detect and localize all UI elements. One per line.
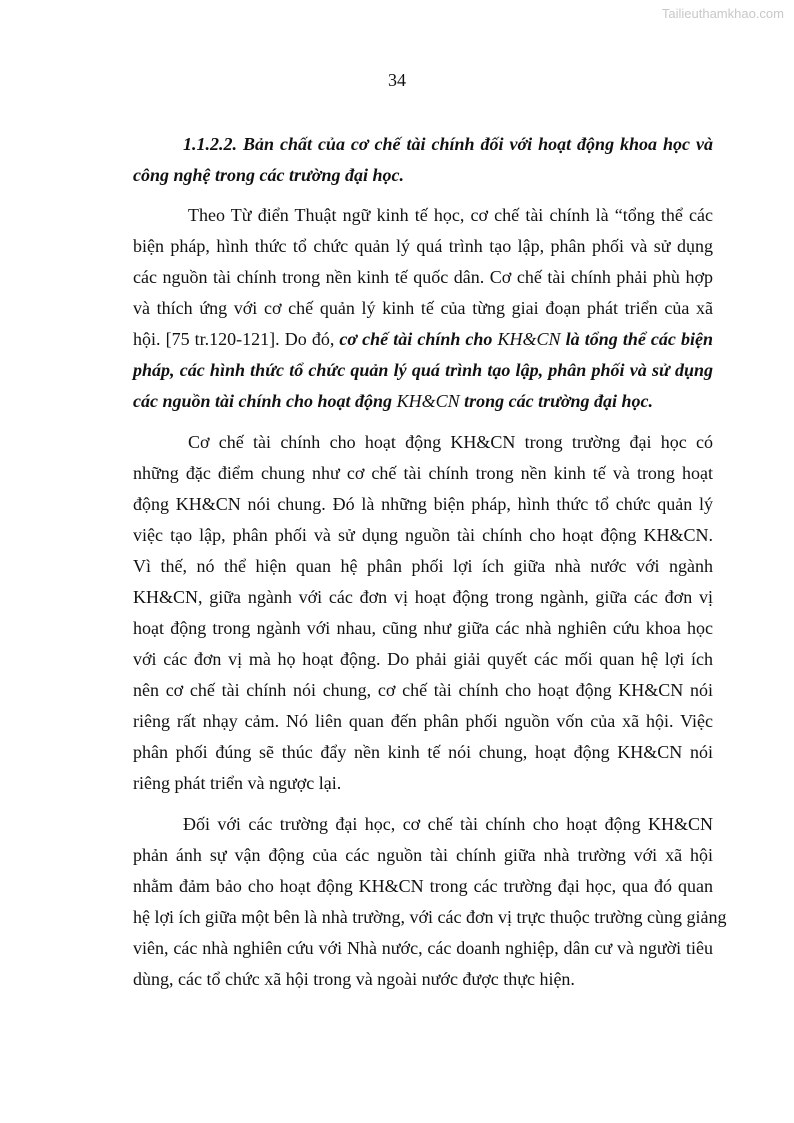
bold-italic-text: cơ chế tài chính cho	[339, 329, 498, 349]
text-segment: Theo Từ điển Thuật ngữ kinh tế học, cơ chế tài chính là “tổng thể các	[188, 205, 713, 225]
paragraph-1-line	[133, 359, 713, 381]
paragraph-2-line	[133, 741, 713, 763]
text-segment: Vì thế, nó thể hiện quan hệ phân phối lợi ích giữa nhà nước với ngành	[133, 556, 713, 576]
text-segment: phản ánh sự vận động của các nguồn tài chính giữa nhà trường với xã hội	[133, 845, 713, 865]
text-segment: và thích ứng với cơ chế quản lý kinh tế của từng giai đoạn phát triển của xã	[133, 298, 713, 318]
paragraph-1-line	[133, 266, 713, 288]
paragraph-3-line	[133, 968, 713, 990]
paragraph-3-line	[183, 813, 713, 835]
text-segment: các nguồn tài chính trong nền kinh tế quốc dân. Cơ chế tài chính phải phù hợp	[133, 267, 713, 287]
paragraph-2-line	[133, 586, 713, 608]
page-number: 34	[388, 70, 406, 90]
text-segment: nên cơ chế tài chính nói chung, cơ chế tài chính cho hoạt động KH&CN nói	[133, 680, 713, 700]
text-segment: hội. [75 tr.120-121]. Do đó,	[133, 329, 340, 349]
paragraph-2-line	[133, 772, 713, 794]
paragraph-3-line	[133, 937, 713, 959]
text-segment: biện pháp, hình thức tổ chức quản lý quá trình tạo lập, phân phối và sử dụng	[133, 236, 713, 256]
paragraph-2-line	[133, 524, 713, 546]
bold-italic-text: là tổng thể các biện	[560, 329, 713, 349]
paragraph-1-line	[133, 297, 713, 319]
text-segment: riêng phát triển và ngược lại.	[133, 773, 342, 793]
paragraph-3-line	[133, 906, 727, 928]
paragraph-2-line	[133, 710, 713, 732]
paragraph-2-line	[133, 462, 713, 484]
paragraph-2-line	[188, 431, 713, 453]
paragraph-2-line	[133, 648, 713, 670]
italic-text: KH&CN	[396, 391, 460, 411]
text-segment: động KH&CN nói chung. Đó là những biện pháp, hình thức tổ chức quản lý	[133, 494, 713, 514]
text-segment: nhằm đảm bảo cho hoạt động KH&CN trong các trường đại học, qua đó quan	[133, 876, 713, 896]
paragraph-1-line	[133, 328, 713, 350]
paragraph-2-line	[133, 679, 713, 701]
text-segment: phân phối đúng sẽ thúc đẩy nền kinh tế nói chung, hoạt động KH&CN nói	[133, 742, 713, 762]
text-segment: với các đơn vị mà họ hoạt động. Do phải giải quyết các mối quan hệ lợi ích	[133, 649, 713, 669]
heading-line	[183, 133, 713, 155]
bold-italic-text: các nguồn tài chính cho hoạt động	[133, 391, 397, 411]
heading-line	[133, 164, 713, 186]
paragraph-3-line	[133, 875, 713, 897]
paragraph-3-line	[133, 844, 713, 866]
paragraph-1-line	[188, 204, 713, 226]
paragraph-2-line	[133, 555, 713, 577]
paragraph-1-line	[133, 390, 713, 412]
watermark: Tailieuthamkhao.com	[661, 6, 784, 21]
text-segment: riêng rất nhạy cảm. Nó liên quan đến phân phối nguồn vốn của xã hội. Việc	[133, 711, 713, 731]
text-segment: hoạt động trong ngành với nhau, cũng như giữa các nhà nghiên cứu khoa học	[133, 618, 713, 638]
paragraph-2-line	[133, 617, 713, 639]
text-segment: những đặc điểm chung như cơ chế tài chính trong nền kinh tế và trong hoạt	[133, 463, 713, 483]
bold-italic-text: pháp, các hình thức tổ chức quản lý quá trình tạo lập, phân phối và sử dụng	[133, 360, 713, 380]
paragraph-1-line	[133, 235, 713, 257]
text-segment: KH&CN, giữa ngành với các đơn vị hoạt động trong ngành, giữa các đơn vị	[133, 587, 713, 607]
text-segment: việc tạo lập, phân phối và sử dụng nguồn tài chính cho hoạt động KH&CN.	[133, 525, 713, 545]
text-segment: viên, các nhà nghiên cứu với Nhà nước, các doanh nghiệp, dân cư và người tiêu	[133, 938, 713, 958]
text-segment: Cơ chế tài chính cho hoạt động KH&CN trong trường đại học có	[188, 432, 713, 452]
paragraph-2-line	[133, 493, 713, 515]
bold-italic-text: trong các trường đại học.	[459, 391, 654, 411]
bold-italic-text: 1.1.2.2. Bản chất của cơ chế tài chính đối với hoạt động khoa học và	[183, 134, 713, 154]
bold-italic-text: công nghệ trong các trường đại học.	[133, 165, 404, 185]
text-segment: Đối với các trường đại học, cơ chế tài chính cho hoạt động KH&CN	[183, 814, 713, 834]
italic-text: KH&CN	[497, 329, 561, 349]
text-segment: hệ lợi ích giữa một bên là nhà trường, với các đơn vị trực thuộc trường cùng giảng	[133, 907, 727, 927]
text-segment: dùng, các tổ chức xã hội trong và ngoài nước được thực hiện.	[133, 969, 575, 989]
